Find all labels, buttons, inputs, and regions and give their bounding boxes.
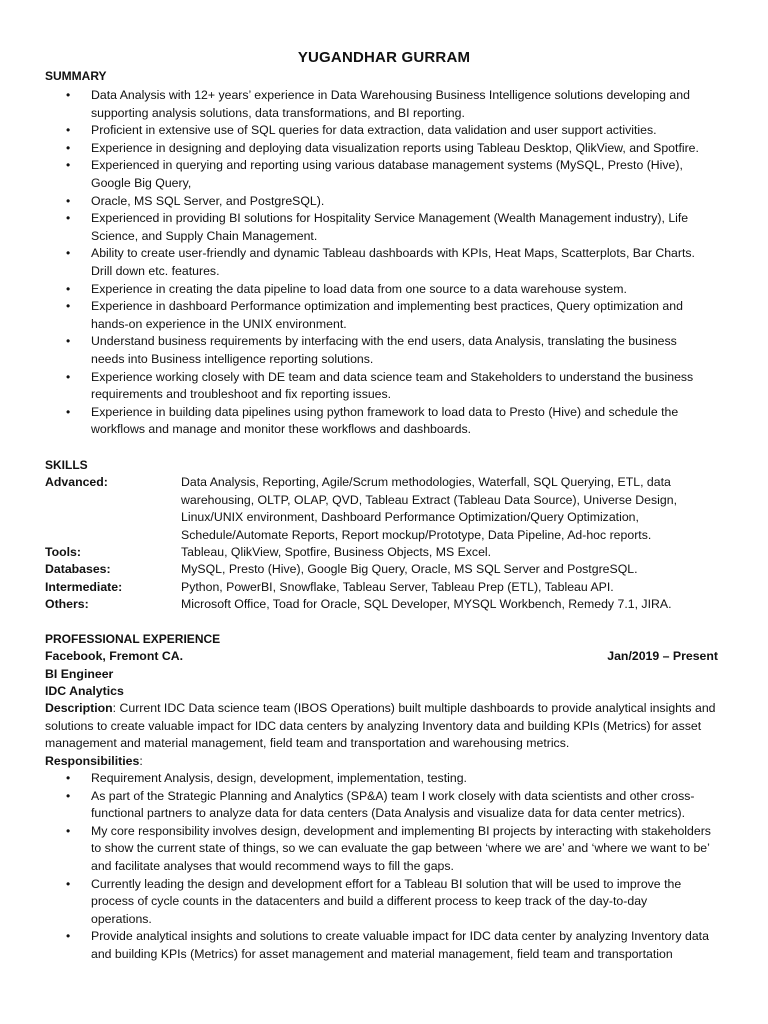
- skills-value: Data Analysis, Reporting, Agile/Scrum methodologies, Waterfall, SQL Querying, ETL, data warehousing, OLTP, OLAP, QVD, Tableau Extract (Tableau Data Source), Universe Design, Linux/UNIX environment, Dashboard Performance Optimization/Query Optimization, Schedule/Automate Reports, Report mockup/Prototype, Data Pipeline, Ad-hoc reports.: [181, 475, 677, 542]
- bullet-icon: •: [66, 246, 71, 261]
- bullet-icon: •: [66, 404, 71, 419]
- skills-row-intermediate: [45, 579, 725, 597]
- bullet-icon: •: [66, 140, 71, 155]
- skills-row-databases: [45, 561, 725, 579]
- responsibilities-list: [0, 770, 768, 964]
- responsibility-item: • As part of the Strategic Planning and Analytics (SP&A) team I work closely with data scientists and other cross-functional partners to analyze data for data centers (Data Analysis and visualize data for data center metrics).: [66, 788, 695, 821]
- responsibility-item: • Requirement Analysis, design, development, implementation, testing.: [0, 770, 711, 788]
- resume-name: YUGANDHAR GURRAM: [297, 49, 471, 66]
- bullet-icon: •: [66, 369, 71, 384]
- bullet-icon: •: [66, 123, 71, 138]
- job-description: [45, 700, 725, 753]
- skills-label: Advanced:: [45, 475, 108, 489]
- summary-item: • Experience in building data pipelines using python framework to load data to Presto (Hive) and schedule the workflows and manage and monitor these workflows and dashboards.: [66, 404, 679, 437]
- description-label: Description: [45, 701, 113, 715]
- bullet-icon: •: [66, 158, 71, 173]
- summary-item: • Experience in designing and deploying data visualization reports using Tableau Desktop, QlikView, and Spotfire.: [0, 140, 711, 158]
- company-name: Facebook, Fremont CA.: [45, 649, 184, 663]
- responsibilities-heading: Responsibilities:: [45, 754, 143, 768]
- skills-value: MySQL, Presto (Hive), Google Big Query, Oracle, MS SQL Server and PostgreSQL.: [181, 562, 638, 576]
- bullet-icon: •: [66, 281, 71, 296]
- skills-value: Microsoft Office, Toad for Oracle, SQL Developer, MYSQL Workbench, Remedy 7.1, JIRA.: [181, 597, 672, 611]
- job-title: BI Engineer: [45, 667, 114, 681]
- skills-row-tools: [45, 544, 725, 562]
- bullet-icon: •: [66, 88, 71, 102]
- responsibility-item: • Provide analytical insights and solutions to create valuable impact for IDC data center by analyzing Inventory data and building KPIs (Metrics) for asset management and material management, field team and transportation: [66, 929, 709, 961]
- bullet-icon: •: [66, 299, 71, 314]
- summary-item: • Data Analysis with 12+ years’ experience in Data Warehousing Business Intelligence solutions developing and supporting analysis solutions, data transformations, and BI reporting.: [66, 88, 690, 120]
- summary-item: • Experience in dashboard Performance optimization and implementing best practices, Query optimization and hands-on experience in the UNIX environment.: [66, 299, 683, 331]
- experience-heading: PROFESSIONAL EXPERIENCE: [45, 632, 221, 646]
- skills-label: Intermediate:: [45, 580, 123, 594]
- summary-item: • Experienced in providing BI solutions for Hospitality Service Management (Wealth Management industry), Life Science, and Supply Chain Management.: [66, 211, 689, 243]
- summary-item: • Oracle, MS SQL Server, and PostgreSQL).: [0, 193, 711, 211]
- employment-dates: Jan/2019 – Present: [607, 649, 718, 663]
- summary-item: • Ability to create user-friendly and dynamic Tableau dashboards with KPIs, Heat Maps, Scatterplots, Bar Charts. Drill down etc. features.: [66, 246, 695, 278]
- skills-heading: SKILLS: [45, 458, 88, 472]
- bullet-icon: •: [66, 193, 71, 208]
- summary-item: • Experience working closely with DE team and data science team and Stakeholders to understand the business requirements and troubleshoot and fix reporting issues.: [66, 369, 694, 402]
- summary-list: [0, 87, 768, 439]
- summary-item: • Experienced in querying and reporting using various database management systems (MySQL, Presto (Hive), Google Big Query,: [66, 158, 683, 190]
- skills-row-advanced: [45, 474, 725, 546]
- bullet-icon: •: [66, 334, 71, 349]
- summary-item: • Experience in creating the data pipeline to load data from one source to a data warehouse system.: [0, 281, 711, 299]
- summary-item: • Understand business requirements by interfacing with the end users, data Analysis, translating the business needs into Business intelligence reporting solutions.: [66, 334, 677, 366]
- bullet-icon: •: [66, 771, 71, 785]
- bullet-icon: •: [66, 876, 71, 891]
- responsibility-item: • Currently leading the design and development effort for a Tableau BI solution that will be used to improve the process of cycle counts in the datacenters and build a different process to keep track of the day-to-day operations.: [66, 876, 682, 926]
- bullet-icon: •: [66, 211, 71, 226]
- responsibility-item: • My core responsibility involves design, development and implementing BI projects by interacting with stakeholders to show the current state of things, so we can evaluate the gap between ‘where we are’ and ‘where we want to be’ and facilitate analyses that would recommend ways to fill the gaps.: [66, 823, 711, 873]
- bullet-icon: •: [66, 929, 71, 944]
- responsibilities-label: Responsibilities: [45, 754, 140, 768]
- skills-label: Databases:: [45, 562, 111, 576]
- skills-row-others: [45, 596, 725, 614]
- team-name: IDC Analytics: [45, 684, 124, 698]
- summary-heading: SUMMARY: [45, 69, 107, 83]
- summary-item: • Proficient in extensive use of SQL queries for data extraction, data validation and user support activities.: [0, 122, 711, 140]
- skills-label: Others:: [45, 597, 89, 611]
- skills-value: Python, PowerBI, Snowflake, Tableau Server, Tableau Prep (ETL), Tableau API.: [181, 580, 614, 594]
- description-text: : Current IDC Data science team (IBOS Operations) built multiple dashboards to provide analytical insights and solutions to create valuable impact for IDC data centers by analyzing Inventory data and building KPIs (Metrics) for asset management and material management, field team and transportation and warehousing metrics.: [45, 701, 716, 751]
- skills-label: Tools:: [45, 545, 81, 559]
- skills-value: Tableau, QlikView, Spotfire, Business Objects, MS Excel.: [181, 545, 492, 559]
- bullet-icon: •: [66, 788, 71, 803]
- bullet-icon: •: [66, 823, 71, 838]
